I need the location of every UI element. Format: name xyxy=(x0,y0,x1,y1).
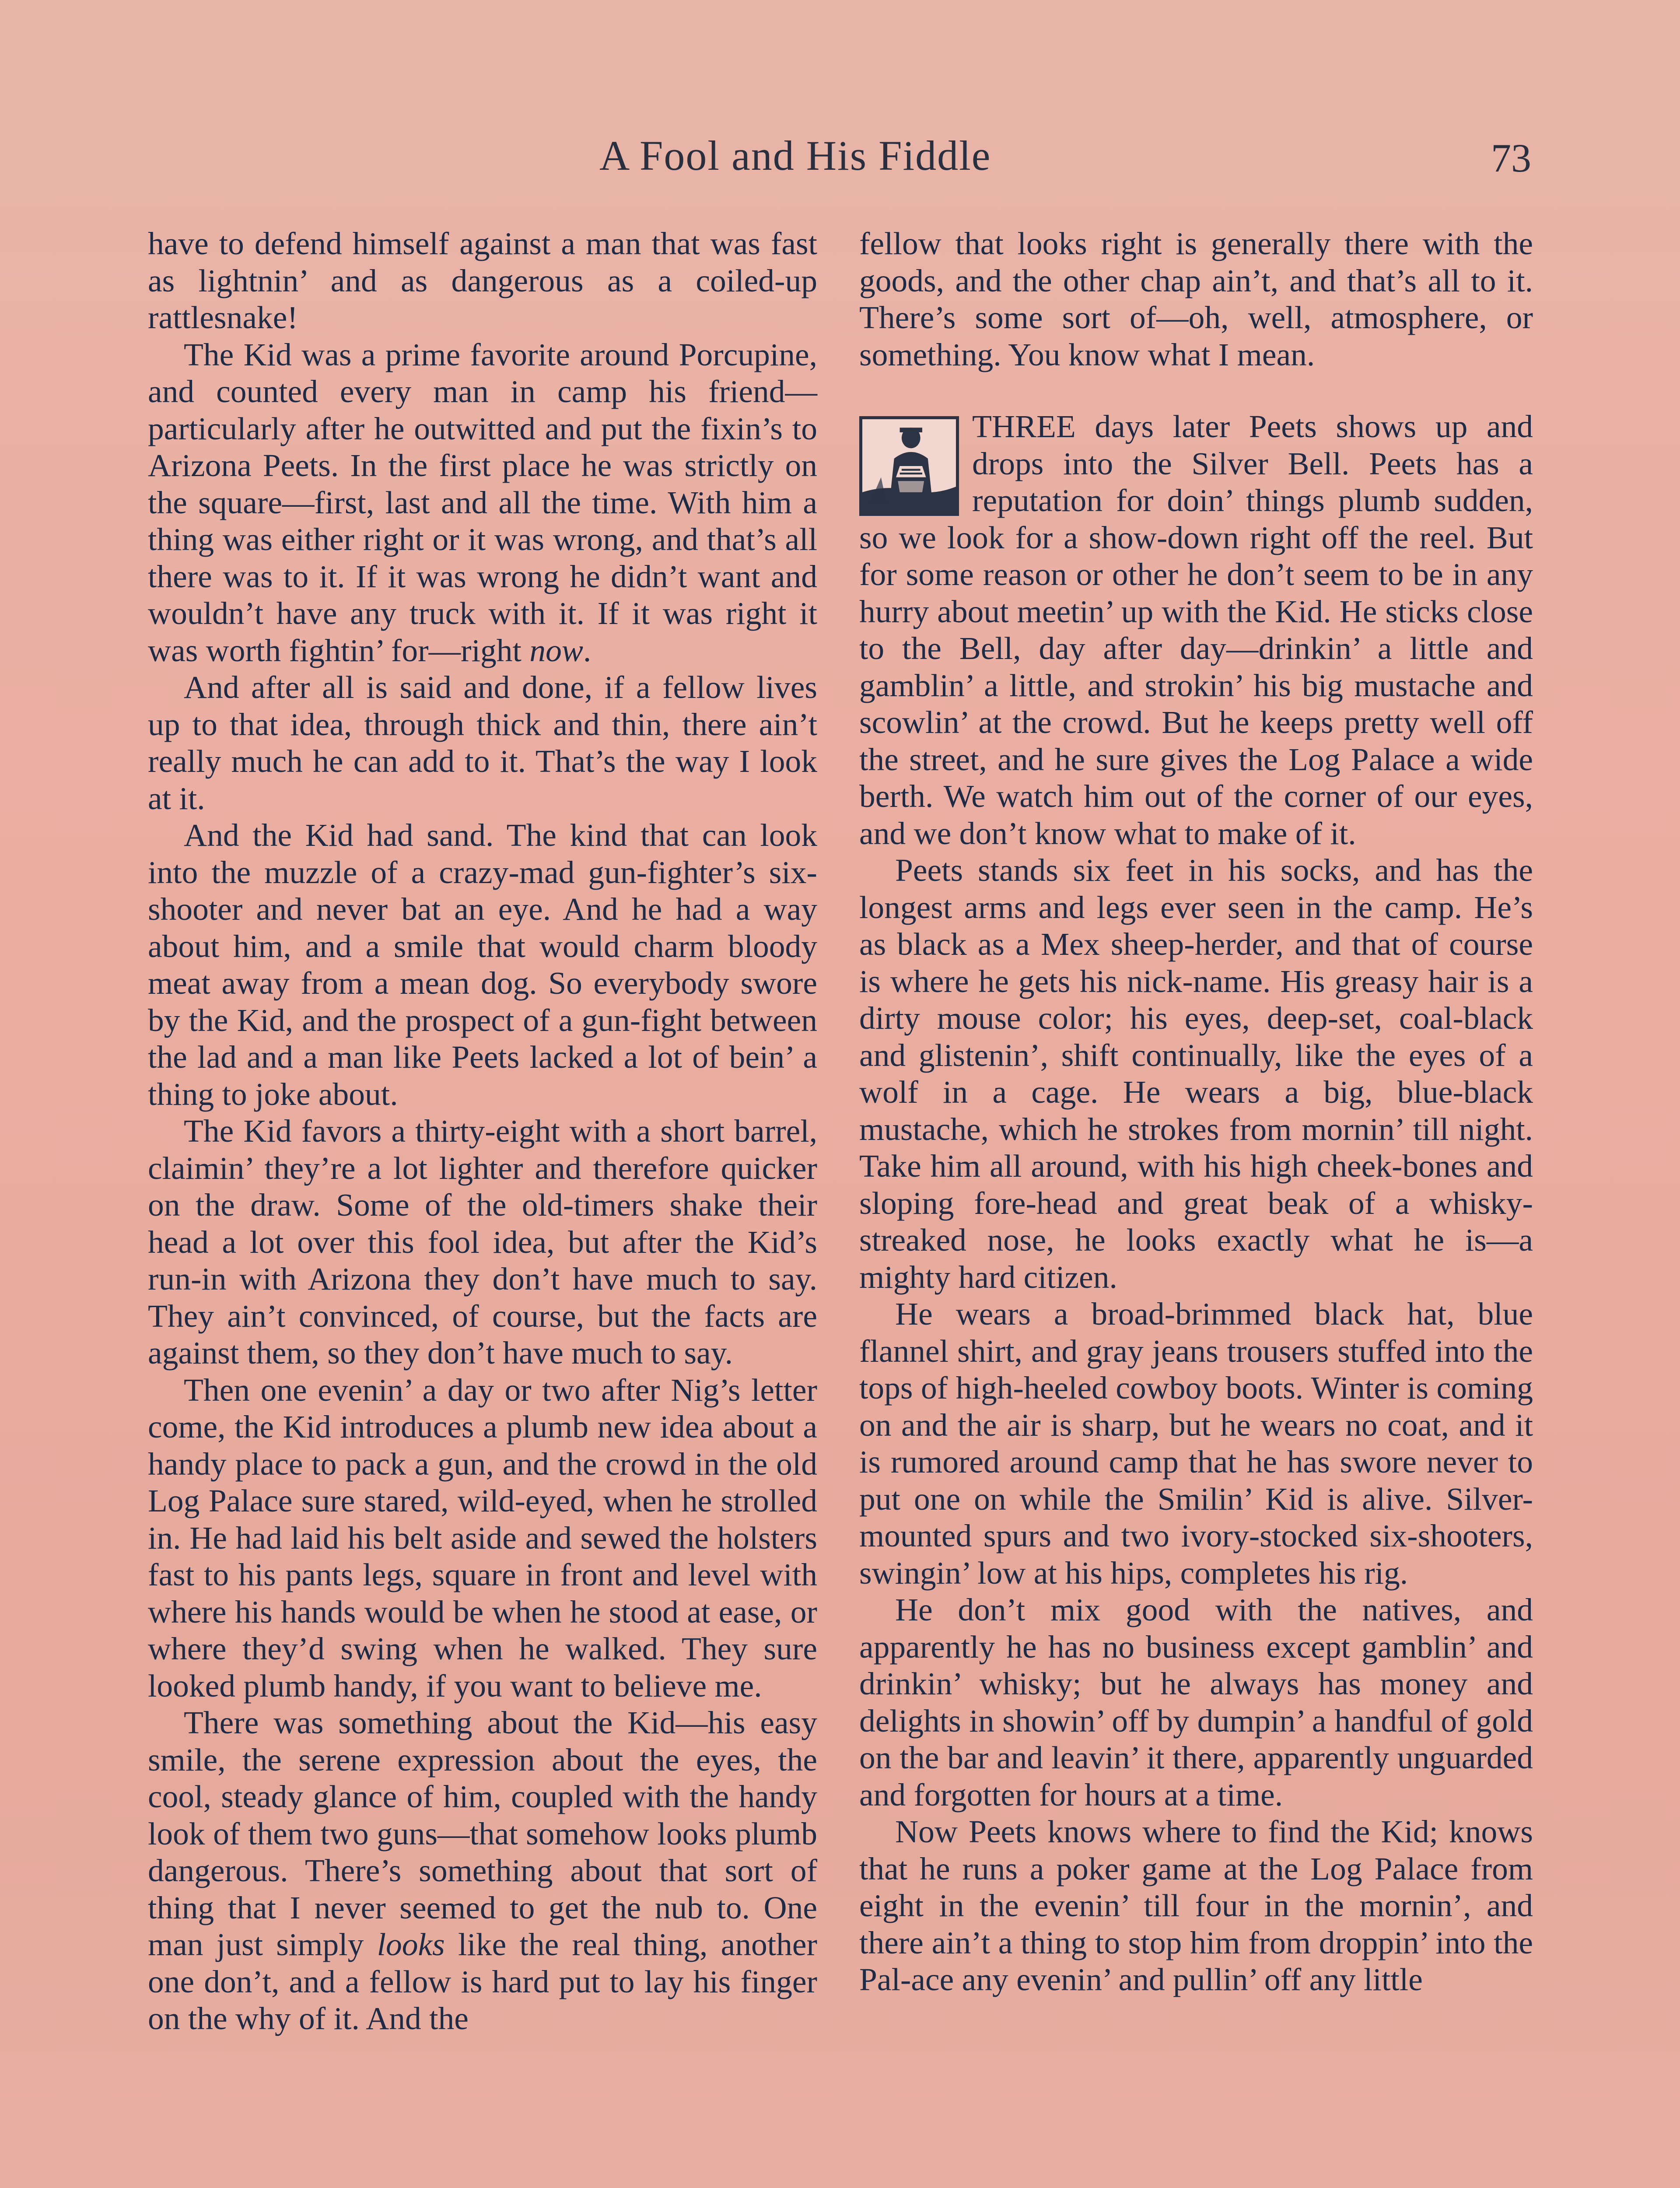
paragraph: Then one evenin’ a day or two after Nig’s letter come, the Kid introduces a plumb new idea about a handy place to pack a gun, and the crowd in the old Log Palace sure stared, wild-eyed, when he strolled in. He had laid his belt aside and sewed the holsters fast to his pants legs, square in front and level with where his hands would be when he stood at ease, or where they’d swing when he walked. They sure looked plumb handy, if you want to believe me. xyxy=(148,1372,817,1704)
paragraph: And the Kid had sand. The kind that can look into the muzzle of a crazy-mad gun-fighter’s six-shooter and never bat an eye. And he had a way about him, and a smile that would charm bloody meat away from a mean dog. So everybody swore by the Kid, and the prospect of a gun-fight between the lad and a man like Peets lacked a lot of bein’ a thing to joke about. xyxy=(148,817,817,1112)
paragraph: He wears a broad-brimmed black hat, blue flannel shirt, and gray jeans trousers stuffed into the tops of high-heeled cowboy boots. Winter is coming on and the air is sharp, but he wears no coat, and it is rumored around camp that he has swore never to put one on while the Smilin’ Kid is alive. Silver-mounted spurs and two ivory-stocked six-shooters, swingin’ low at his hips, completes his rig. xyxy=(859,1296,1533,1591)
section-break xyxy=(859,373,1533,408)
emphasis: looks xyxy=(377,1927,445,1962)
paragraph-text: THREE days later Peets shows up and drops into the Silver Bell. Peets has a reputation for doin’ things plumb sudden, so we look for a show-down right off the reel. But for some reason or other he don’t seem to be in any hurry about meetin’ up with the Kid. He sticks close to the Bell, day after day—drinkin’ a little and gamblin’ a little, and strokin’ his big mustache and scowlin’ at the crowd. But he keeps pretty well off the street, and he sure gives the Log Palace a wide berth. We watch him out of the corner of our eyes, and we don’t know what to make of it. xyxy=(859,409,1533,851)
paragraph-text: like the real thing, another one don’t, and a fellow is hard put to lay his finger on the why of it. And the xyxy=(148,1927,817,2036)
paragraph: fellow that looks right is generally there with the goods, and the other chap ain’t, and that’s all to it. There’s some sort of—oh, well, atmosphere, or something. You know what I mean. xyxy=(859,226,1533,372)
paragraph-text: There was something about the Kid—his easy smile, the serene expression about the eyes, the cool, steady glance of him, coupled with the handy look of them two guns—that somehow looks plumb dangerous. There’s something about that sort of thing that I never seemed to get the nub to. One man just simply xyxy=(148,1705,817,1962)
paragraph-text: The Kid was a prime favorite around Porcupine, and counted every man in camp his friend—particularly after he outwitted and put the fixin’s to Arizona Peets. In the first place he was strictly on the square—first, last and all the time. With him a thing was either right or it was wrong, and that’s all there was to it. If it was wrong he didn’t want and wouldn’t have any truck with it. If it was right it was worth fightin’ for—right xyxy=(148,337,817,668)
paragraph: And after all is said and done, if a fellow lives up to that idea, through thick and thin, there ain’t really much he can add to it. That’s the way I look at it. xyxy=(148,670,817,816)
emphasis: now xyxy=(529,632,583,668)
figure-vignette-icon xyxy=(859,416,959,516)
page-number: 73 xyxy=(1491,136,1531,180)
paragraph: He don’t mix good with the natives, and apparently he has no business except gamblin’ and drinkin’ whisky; but he always has money and delights in showin’ off by dumpin’ a handful of gold on the bar and leavin’ it there, apparently unguarded and forgotten for hours at a time. xyxy=(859,1592,1533,1813)
paragraph xyxy=(148,337,817,670)
paragraph: have to defend himself against a man that was fast as lightnin’ and as dangerous as a coiled-up rattlesnake! xyxy=(148,226,817,335)
paragraph xyxy=(148,1704,817,2037)
paragraph-with-drop-cap xyxy=(859,408,1533,852)
paragraph: The Kid favors a thirty-eight with a short barrel, claimin’ they’re a lot lighter and therefore quicker on the draw. Some of the old-timers shake their head a lot over this fool idea, but after the Kid’s run-in with Arizona they don’t have much to say. They ain’t convinced, of course, but the facts are against them, so they don’t have much to say. xyxy=(148,1113,817,1371)
paragraph: Now Peets knows where to find the Kid; knows that he runs a poker game at the Log Palace from eight in the evenin’ till four in the mornin’, and there ain’t a thing to stop him from droppin’ into the Pal-ace any evenin’ and pullin’ off any little xyxy=(859,1814,1533,1997)
vignette-drawing xyxy=(862,419,956,513)
running-title: A Fool and His Fiddle xyxy=(599,132,991,179)
paragraph-text: . xyxy=(583,632,592,668)
left-column xyxy=(148,225,817,2037)
right-column xyxy=(859,225,1533,1999)
paragraph: Peets stands six feet in his socks, and has the longest arms and legs ever seen in the camp. He’s as black as a Mex sheep-herder, and that of course is where he gets his nick-name. His greasy hair is a dirty mouse color; his eyes, deep-set, coal-black and glistenin’, shift continually, like the eyes of a wolf in a cage. He wears a big, blue-black mustache, which he strokes from mornin’ till night. Take him all around, with his high cheek-bones and sloping fore-head and great beak of a whisky-streaked nose, he looks exactly what he is—a mighty hard citizen. xyxy=(859,852,1533,1295)
